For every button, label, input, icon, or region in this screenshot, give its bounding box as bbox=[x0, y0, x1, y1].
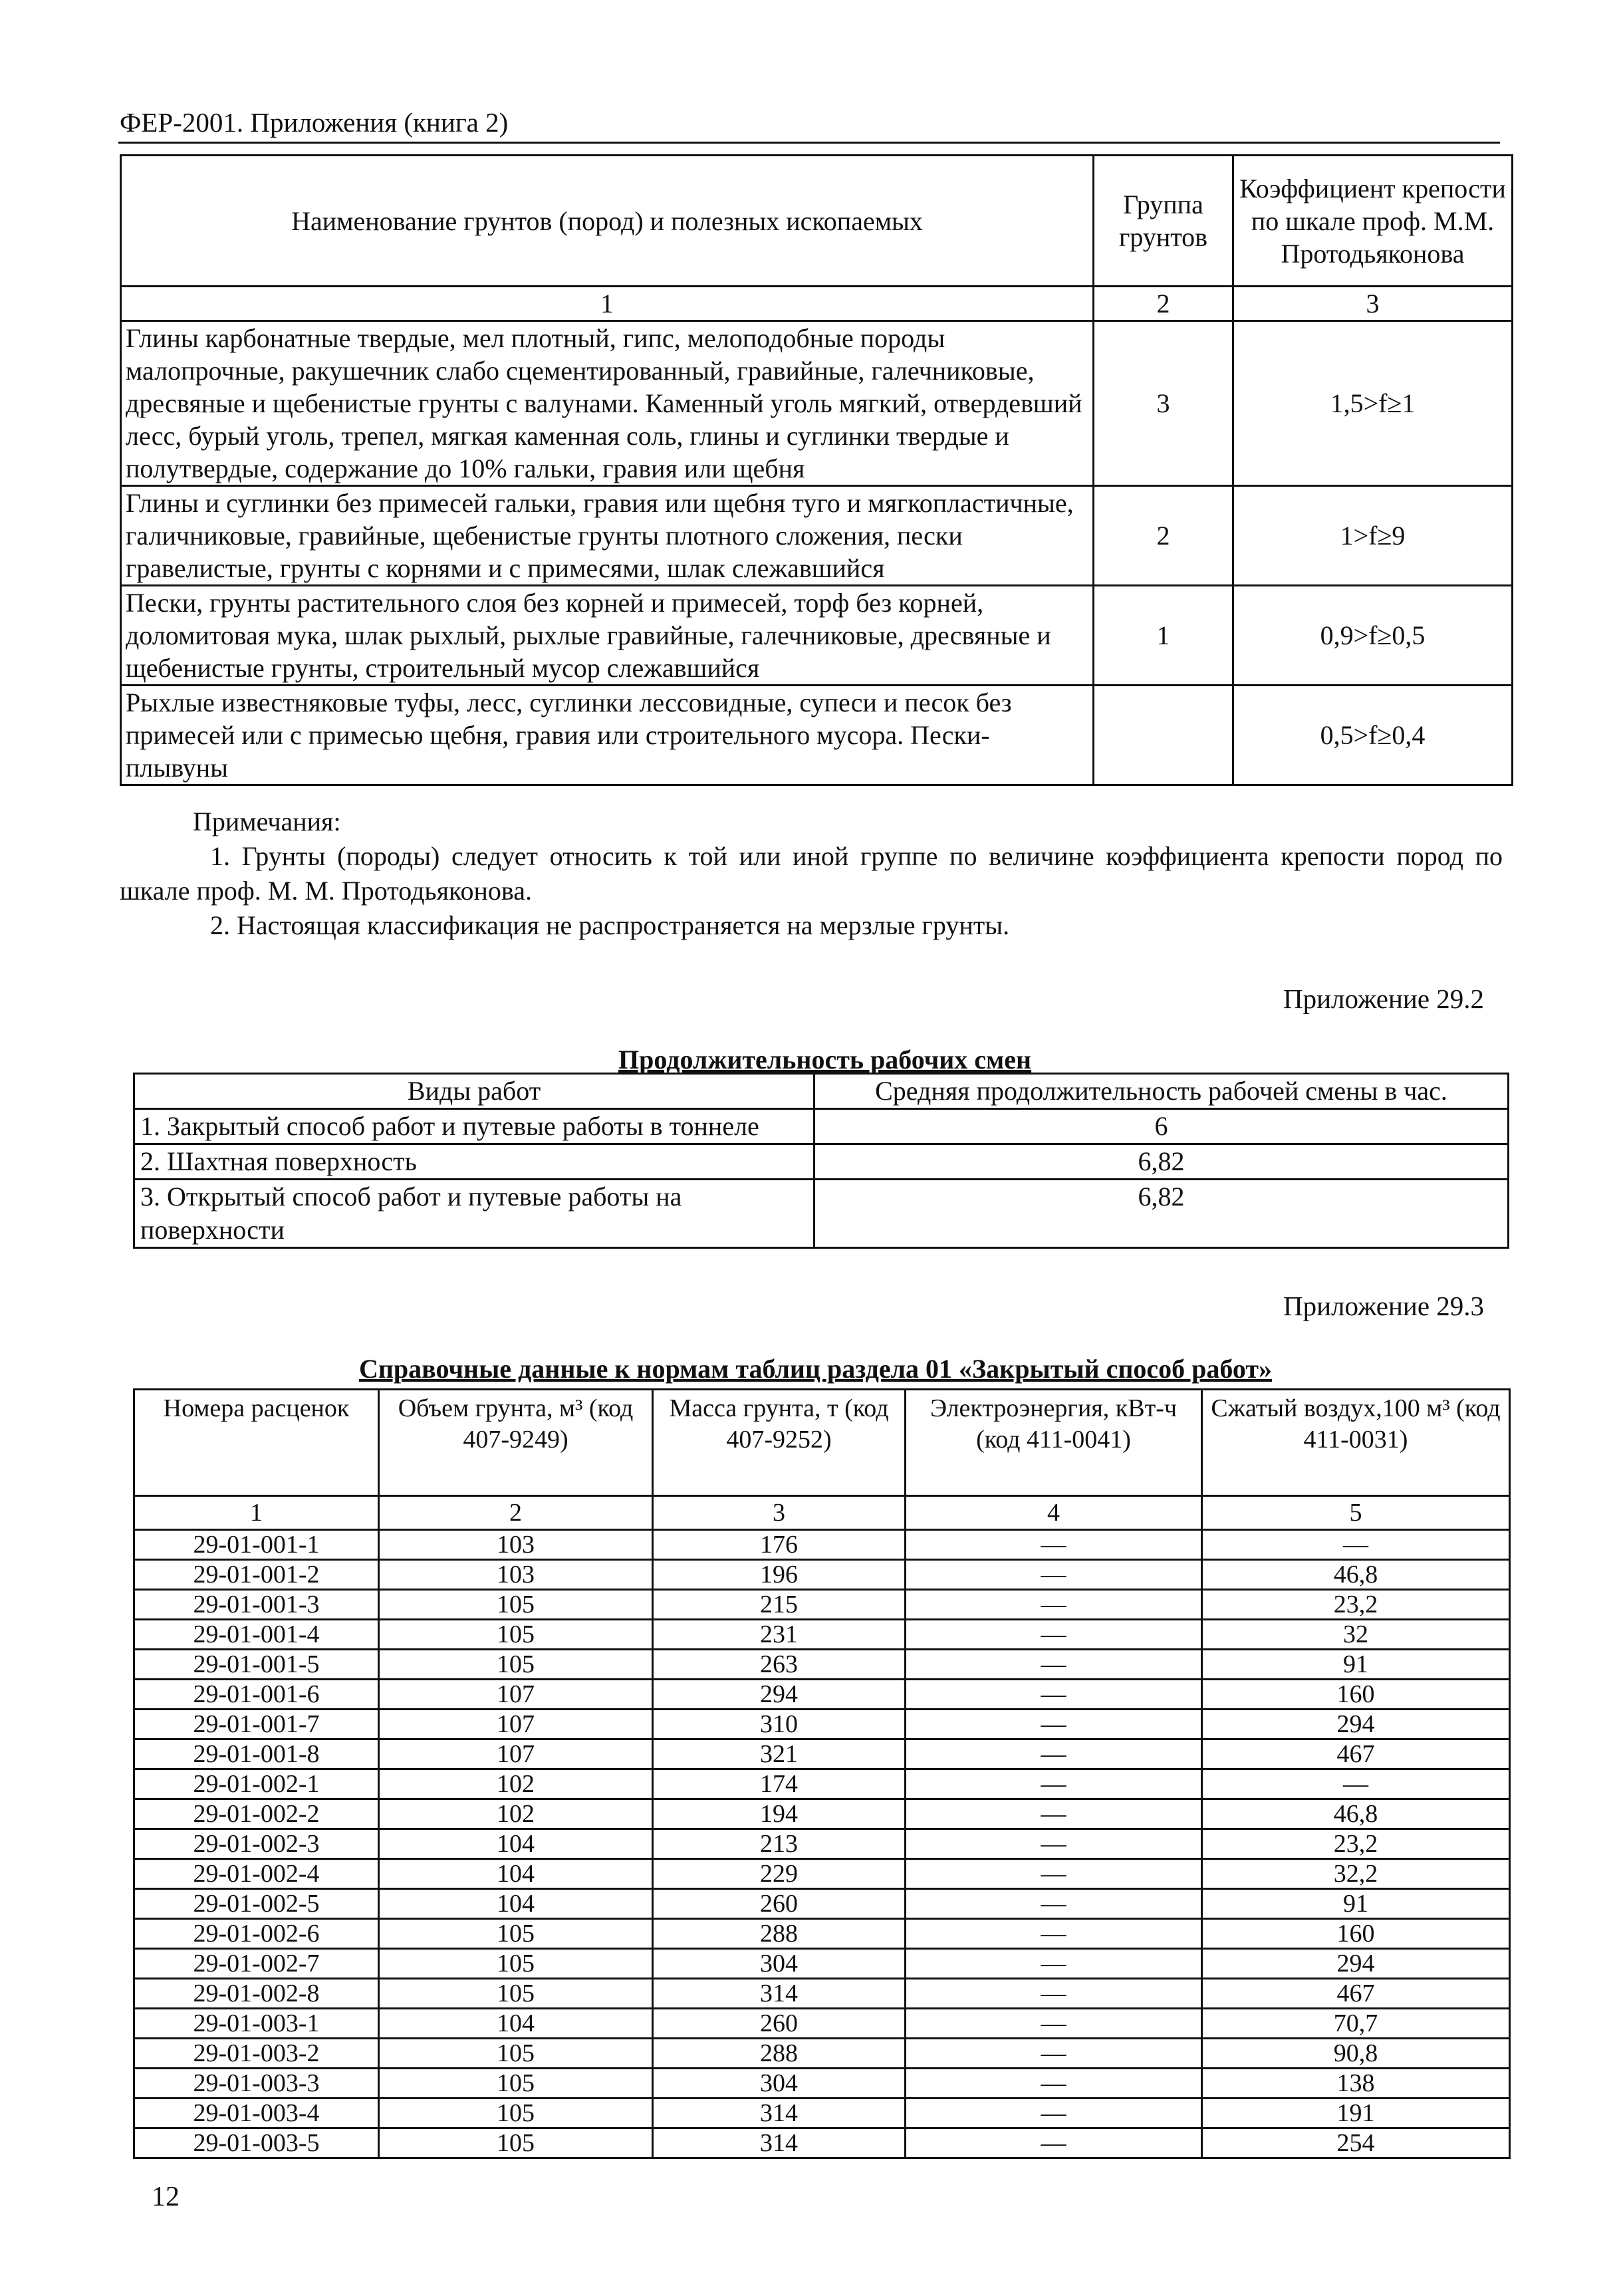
soil-volume: 107 bbox=[379, 1680, 653, 1710]
table-row bbox=[134, 1979, 1510, 2009]
compressed-air: 467 bbox=[1202, 1979, 1510, 2009]
strength-coefficient: 0,5>f≥0,4 bbox=[1233, 686, 1513, 785]
reference-data-body bbox=[134, 1530, 1510, 2158]
soil-mass: 231 bbox=[653, 1620, 906, 1650]
shift-duration: 6 bbox=[814, 1109, 1509, 1144]
notes-section bbox=[120, 805, 1503, 943]
compressed-air: 32,2 bbox=[1202, 1859, 1510, 1889]
electricity: — bbox=[906, 1530, 1202, 1560]
soil-group bbox=[1094, 686, 1233, 785]
appendix-label: Приложение 29.2 bbox=[1283, 983, 1485, 1014]
shift-duration-table bbox=[133, 1073, 1509, 1249]
soil-volume: 107 bbox=[379, 1739, 653, 1769]
electricity: — bbox=[906, 2099, 1202, 2128]
table-row bbox=[134, 2099, 1510, 2128]
soil-group: 3 bbox=[1094, 321, 1233, 486]
soil-group: 2 bbox=[1094, 486, 1233, 586]
appendix-label: Приложение 29.3 bbox=[1283, 1291, 1485, 1321]
compressed-air: 46,8 bbox=[1202, 1560, 1510, 1590]
soil-mass: 304 bbox=[653, 1949, 906, 1979]
column-header-strength-coefficient: Коэффициент крепости по шкале проф. М.М. Протодьяконова bbox=[1233, 156, 1513, 287]
compressed-air: — bbox=[1202, 1530, 1510, 1560]
rate-number: 29-01-002-3 bbox=[134, 1829, 379, 1859]
rate-number: 29-01-003-4 bbox=[134, 2099, 379, 2128]
compressed-air: 160 bbox=[1202, 1919, 1510, 1949]
table-row bbox=[134, 1710, 1510, 1739]
table-row bbox=[134, 1109, 1509, 1144]
table-row bbox=[134, 1680, 1510, 1710]
table-row bbox=[134, 1620, 1510, 1650]
soil-mass: 196 bbox=[653, 1560, 906, 1590]
rate-number: 29-01-003-2 bbox=[134, 2039, 379, 2069]
rate-number: 29-01-001-3 bbox=[134, 1590, 379, 1620]
compressed-air: 70,7 bbox=[1202, 2009, 1510, 2039]
soil-mass: 288 bbox=[653, 2039, 906, 2069]
note-item: 1. Грунты (породы) следует относить к той или иной группе по величине коэффициента крепости пород по шкале проф. М. М. Протодьяконова. bbox=[120, 841, 1503, 906]
soil-classification-table bbox=[120, 154, 1513, 786]
electricity: — bbox=[906, 1710, 1202, 1739]
electricity: — bbox=[906, 2069, 1202, 2099]
rate-number: 29-01-002-7 bbox=[134, 1949, 379, 1979]
compressed-air: 90,8 bbox=[1202, 2039, 1510, 2069]
soil-mass: 314 bbox=[653, 1979, 906, 2009]
electricity: — bbox=[906, 2128, 1202, 2158]
soil-volume: 107 bbox=[379, 1710, 653, 1739]
note-item: 2. Настоящая классификация не распространяется на мерзлые грунты. bbox=[210, 910, 1010, 940]
soil-volume: 102 bbox=[379, 1769, 653, 1799]
electricity: — bbox=[906, 1829, 1202, 1859]
soil-volume: 103 bbox=[379, 1530, 653, 1560]
strength-coefficient: 1>f≥9 bbox=[1233, 486, 1513, 586]
reference-data-table bbox=[133, 1388, 1511, 2159]
rate-number: 29-01-003-3 bbox=[134, 2069, 379, 2099]
column-header-soil-name: Наименование грунтов (пород) и полезных ископаемых bbox=[121, 156, 1094, 287]
electricity: — bbox=[906, 1769, 1202, 1799]
table-row bbox=[121, 686, 1513, 785]
compressed-air: 23,2 bbox=[1202, 1829, 1510, 1859]
rate-number: 29-01-002-6 bbox=[134, 1919, 379, 1949]
table-row bbox=[134, 1180, 1509, 1248]
rate-number: 29-01-003-1 bbox=[134, 2009, 379, 2039]
soil-mass: 314 bbox=[653, 2099, 906, 2128]
table-header-row bbox=[134, 1074, 1509, 1109]
compressed-air: 294 bbox=[1202, 1949, 1510, 1979]
electricity: — bbox=[906, 2039, 1202, 2069]
soil-mass: 304 bbox=[653, 2069, 906, 2099]
soil-mass: 321 bbox=[653, 1739, 906, 1769]
electricity: — bbox=[906, 1620, 1202, 1650]
column-header-soil-group: Группа грунтов bbox=[1094, 156, 1233, 287]
table-row bbox=[134, 1650, 1510, 1680]
column-header-compressed-air: Сжатый воздух,100 м³ (код 411-0031) bbox=[1202, 1390, 1510, 1496]
strength-coefficient: 0,9>f≥0,5 bbox=[1233, 586, 1513, 686]
soil-mass: 260 bbox=[653, 1889, 906, 1919]
table-row bbox=[134, 2039, 1510, 2069]
table-row bbox=[121, 321, 1513, 486]
column-header-soil-mass: Масса грунта, т (код 407-9252) bbox=[653, 1390, 906, 1496]
table-row bbox=[134, 2069, 1510, 2099]
electricity: — bbox=[906, 1650, 1202, 1680]
compressed-air: 160 bbox=[1202, 1680, 1510, 1710]
table-header-row bbox=[134, 1390, 1510, 1496]
soil-group: 1 bbox=[1094, 586, 1233, 686]
compressed-air: — bbox=[1202, 1769, 1510, 1799]
electricity: — bbox=[906, 1949, 1202, 1979]
soil-volume: 104 bbox=[379, 1829, 653, 1859]
table-row bbox=[134, 1560, 1510, 1590]
rate-number: 29-01-002-5 bbox=[134, 1889, 379, 1919]
rate-number: 29-01-003-5 bbox=[134, 2128, 379, 2158]
soil-volume: 105 bbox=[379, 1590, 653, 1620]
soil-volume: 105 bbox=[379, 2128, 653, 2158]
header-rule bbox=[118, 142, 1500, 144]
soil-mass: 260 bbox=[653, 2009, 906, 2039]
rate-number: 29-01-002-4 bbox=[134, 1859, 379, 1889]
soil-volume: 104 bbox=[379, 1859, 653, 1889]
table-row bbox=[134, 1799, 1510, 1829]
soil-mass: 176 bbox=[653, 1530, 906, 1560]
soil-mass: 263 bbox=[653, 1650, 906, 1680]
soil-mass: 310 bbox=[653, 1710, 906, 1739]
soil-description: Глины и суглинки без примесей гальки, гравия или щебня туго и мягкопластичные, галичниковые, гравийные, щебенистые грунты плотного сложения, пески гравелистые, грунты с корнями и с примесями, шлак слежавшийся bbox=[121, 486, 1094, 586]
table-row bbox=[121, 586, 1513, 686]
soil-volume: 103 bbox=[379, 1560, 653, 1590]
soil-volume: 105 bbox=[379, 1979, 653, 2009]
compressed-air: 91 bbox=[1202, 1889, 1510, 1919]
soil-mass: 288 bbox=[653, 1919, 906, 1949]
rate-number: 29-01-001-6 bbox=[134, 1680, 379, 1710]
table-row bbox=[134, 1829, 1510, 1859]
soil-mass: 194 bbox=[653, 1799, 906, 1829]
soil-mass: 229 bbox=[653, 1859, 906, 1889]
column-index: 3 bbox=[653, 1496, 906, 1530]
compressed-air: 138 bbox=[1202, 2069, 1510, 2099]
soil-volume: 104 bbox=[379, 2009, 653, 2039]
electricity: — bbox=[906, 1590, 1202, 1620]
shift-duration: 6,82 bbox=[814, 1144, 1509, 1180]
rate-number: 29-01-001-5 bbox=[134, 1650, 379, 1680]
table-row bbox=[134, 1530, 1510, 1560]
soil-volume: 104 bbox=[379, 1889, 653, 1919]
column-index: 2 bbox=[379, 1496, 653, 1530]
strength-coefficient: 1,5>f≥1 bbox=[1233, 321, 1513, 486]
table-row bbox=[134, 2009, 1510, 2039]
soil-volume: 105 bbox=[379, 1650, 653, 1680]
soil-mass: 294 bbox=[653, 1680, 906, 1710]
electricity: — bbox=[906, 1859, 1202, 1889]
electricity: — bbox=[906, 2009, 1202, 2039]
electricity: — bbox=[906, 1919, 1202, 1949]
work-type: 2. Шахтная поверхность bbox=[134, 1144, 814, 1180]
page-header-title: ФЕР-2001. Приложения (книга 2) bbox=[120, 107, 509, 138]
soil-volume: 105 bbox=[379, 2069, 653, 2099]
soil-volume: 105 bbox=[379, 1919, 653, 1949]
table-row bbox=[134, 2128, 1510, 2158]
table-row bbox=[134, 1769, 1510, 1799]
compressed-air: 191 bbox=[1202, 2099, 1510, 2128]
column-index: 2 bbox=[1094, 287, 1233, 321]
electricity: — bbox=[906, 1979, 1202, 2009]
column-header-rate-number: Номера расценок bbox=[134, 1390, 379, 1496]
compressed-air: 91 bbox=[1202, 1650, 1510, 1680]
soil-volume: 105 bbox=[379, 1949, 653, 1979]
rate-number: 29-01-001-8 bbox=[134, 1739, 379, 1769]
work-type: 3. Открытый способ работ и путевые работы на поверхности bbox=[134, 1180, 814, 1248]
compressed-air: 254 bbox=[1202, 2128, 1510, 2158]
compressed-air: 46,8 bbox=[1202, 1799, 1510, 1829]
soil-mass: 215 bbox=[653, 1590, 906, 1620]
compressed-air: 23,2 bbox=[1202, 1590, 1510, 1620]
table-header-row bbox=[121, 156, 1513, 287]
electricity: — bbox=[906, 1889, 1202, 1919]
soil-volume: 105 bbox=[379, 1620, 653, 1650]
compressed-air: 294 bbox=[1202, 1710, 1510, 1739]
page-number: 12 bbox=[152, 2182, 180, 2212]
shift-duration: 6,82 bbox=[814, 1180, 1509, 1248]
soil-volume: 105 bbox=[379, 2099, 653, 2128]
table-row bbox=[134, 1590, 1510, 1620]
column-index: 1 bbox=[121, 287, 1094, 321]
work-type: 1. Закрытый способ работ и путевые работы в тоннеле bbox=[134, 1109, 814, 1144]
table-row bbox=[134, 1889, 1510, 1919]
column-header-electricity: Электроэнергия, кВт-ч (код 411-0041) bbox=[906, 1390, 1202, 1496]
table-row bbox=[121, 486, 1513, 586]
table-row bbox=[134, 1739, 1510, 1769]
rate-number: 29-01-001-2 bbox=[134, 1560, 379, 1590]
soil-volume: 105 bbox=[379, 2039, 653, 2069]
notes-title: Примечания: bbox=[193, 807, 341, 836]
soil-volume: 102 bbox=[379, 1799, 653, 1829]
column-index: 5 bbox=[1202, 1496, 1510, 1530]
column-index: 4 bbox=[906, 1496, 1202, 1530]
table-row bbox=[134, 1949, 1510, 1979]
soil-description: Рыхлые известняковые туфы, лесс, суглинки лессовидные, супеси и песок без примесей или с примесью щебня, гравия или строительного мусора. Пески-плывуны bbox=[121, 686, 1094, 785]
soil-description: Пески, грунты растительного слоя без корней и примесей, торф без корней, доломитовая мука, шлак рыхлый, рыхлые гравийные, галечниковые, дресвяные и щебенистые грунты, строительный мусор слежавшийся bbox=[121, 586, 1094, 686]
electricity: — bbox=[906, 1799, 1202, 1829]
soil-mass: 213 bbox=[653, 1829, 906, 1859]
electricity: — bbox=[906, 1739, 1202, 1769]
table-caption: Справочные данные к нормам таблиц раздела 01 «Закрытый способ работ» bbox=[359, 1354, 1272, 1384]
compressed-air: 32 bbox=[1202, 1620, 1510, 1650]
column-header-work-type: Виды работ bbox=[134, 1074, 814, 1109]
rate-number: 29-01-002-2 bbox=[134, 1799, 379, 1829]
table-row bbox=[134, 1144, 1509, 1180]
soil-mass: 314 bbox=[653, 2128, 906, 2158]
column-index: 3 bbox=[1233, 287, 1513, 321]
compressed-air: 467 bbox=[1202, 1739, 1510, 1769]
rate-number: 29-01-002-1 bbox=[134, 1769, 379, 1799]
rate-number: 29-01-001-7 bbox=[134, 1710, 379, 1739]
column-header-shift-duration: Средняя продолжительность рабочей смены в час. bbox=[814, 1074, 1509, 1109]
rate-number: 29-01-001-4 bbox=[134, 1620, 379, 1650]
column-index-row bbox=[121, 287, 1513, 321]
table-row bbox=[134, 1919, 1510, 1949]
table-row bbox=[134, 1859, 1510, 1889]
rate-number: 29-01-002-8 bbox=[134, 1979, 379, 2009]
rate-number: 29-01-001-1 bbox=[134, 1530, 379, 1560]
electricity: — bbox=[906, 1680, 1202, 1710]
column-index: 1 bbox=[134, 1496, 379, 1530]
soil-mass: 174 bbox=[653, 1769, 906, 1799]
table-caption: Продолжительность рабочих смен bbox=[618, 1045, 1032, 1075]
column-index-row bbox=[134, 1496, 1510, 1530]
soil-description: Глины карбонатные твердые, мел плотный, гипс, мелоподобные породы малопрочные, ракушечник слабо сцементированный, гравийные, галечниковые, дресвяные и щебенистые грунты с валунами. Каменный уголь мягкий, отвердевший лесс, бурый уголь, трепел, мягкая каменная соль, глины и суглинки твердые и полутвердые, содержание до 10% гальки, гравия или щебня bbox=[121, 321, 1094, 486]
column-header-soil-volume: Объем грунта, м³ (код 407-9249) bbox=[379, 1390, 653, 1496]
electricity: — bbox=[906, 1560, 1202, 1590]
